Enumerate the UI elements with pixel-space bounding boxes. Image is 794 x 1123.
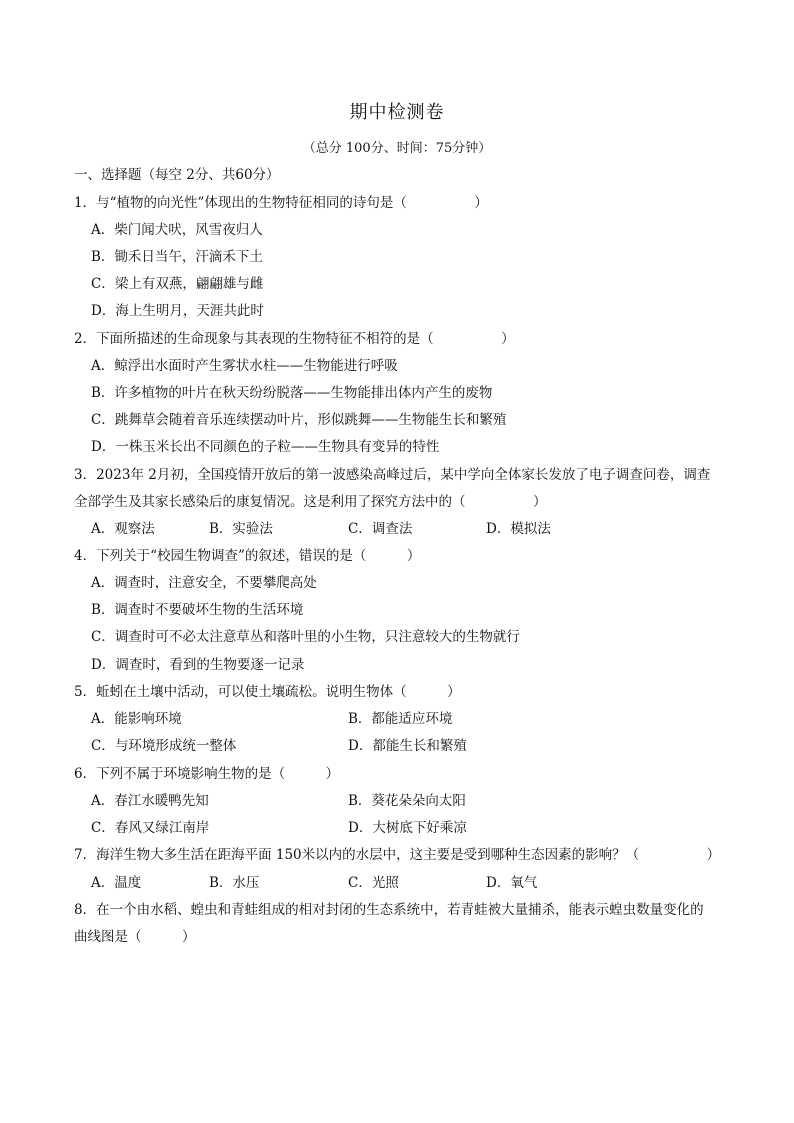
question-3-option-b: B．实验法 [209, 521, 273, 537]
question-3-option-a: A．观察法 [91, 521, 155, 537]
question-6-option-d: D．大树底下好乘凉 [348, 820, 467, 836]
question-7-option-c: C．光照 [348, 875, 399, 891]
question-5-option-c: C．与环境形成统一整体 [91, 738, 237, 754]
question-1-option-a: A．柴门闻犬吠，风雪夜归人 [91, 222, 263, 238]
question-3-stem-line-2: 全部学生及其家长感染后的康复情况。这是利用了探究方法中的（ ） [74, 494, 547, 510]
question-5-option-a: A．能影响环境 [91, 711, 182, 727]
question-3-option-c: C．调查法 [348, 521, 413, 537]
question-8-stem-line-2: 曲线图是（ ） [74, 929, 196, 945]
question-3-option-d: D．模拟法 [486, 521, 551, 537]
page-title: 期中检测卷 [349, 102, 445, 123]
section-heading: 一、选择题（每空 2分、共60分） [74, 167, 280, 183]
question-1-option-c: C．梁上有双燕，翩翩雄与雌 [91, 276, 264, 292]
question-4-option-b: B．调查时不要破坏生物的生活环境 [91, 602, 304, 618]
question-1-option-d: D．海上生明月，天涯共此时 [91, 303, 264, 319]
question-6-option-c: C．春风又绿江南岸 [91, 820, 210, 836]
question-1-option-b: B．锄禾日当午，汗滴禾下土 [91, 249, 263, 265]
question-4-option-d: D．调查时，看到的生物要逐一记录 [91, 657, 305, 673]
question-5-option-d: D．都能生长和繁殖 [348, 738, 467, 754]
question-7-stem: 7．海洋生物大多生活在距海平面 150米以内的水层中，这主要是受到哪种生态因素的影响？（ ） [74, 847, 721, 863]
question-7-option-a: A．温度 [91, 875, 142, 891]
question-4-option-a: A．调查时，注意安全，不要攀爬高处 [91, 575, 317, 591]
question-8-stem-line-1: 8．在一个由水稻、蝗虫和青蛙组成的相对封闭的生态系统中，若青蛙被大量捕杀，能表示蝗虫数量变化的 [74, 902, 704, 918]
question-2-stem: 2．下面所描述的生命现象与其表现的生物特征不相符的是（ ） [74, 331, 515, 347]
exam-info: （总分 100分、时间：75分钟） [302, 141, 492, 156]
question-4-option-c: C．调查时可不必太注意草丛和落叶里的小生物，只注意较大的生物就行 [91, 629, 520, 645]
question-2-option-b: B．许多植物的叶片在秋天纷纷脱落——生物能排出体内产生的废物 [91, 385, 493, 401]
question-7-option-b: B．水压 [209, 875, 260, 891]
question-2-option-d: D．一株玉米长出不同颜色的子粒——生物具有变异的特性 [91, 439, 440, 455]
question-6-option-a: A．春江水暖鸭先知 [91, 793, 209, 809]
question-1-stem: 1．与“植物的向光性”体现出的生物特征相同的诗句是（ ） [74, 195, 488, 211]
question-7-option-d: D．氧气 [486, 875, 538, 891]
question-3-stem-line-1: 3．2023年 2月初，全国疫情开放后的第一波感染高峰过后，某中学向全体家长发放了电子调查问卷，调查 [74, 467, 711, 483]
question-2-option-c: C．跳舞草会随着音乐连续摆动叶片，形似跳舞——生物能生长和繁殖 [91, 412, 507, 428]
question-5-stem: 5．蚯蚓在土壤中活动，可以使土壤疏松。说明生物体（ ） [74, 684, 461, 700]
question-4-stem: 4．下列关于“校园生物调查”的叙述，错误的是（ ） [74, 548, 421, 564]
question-5-option-b: B．都能适应环境 [348, 711, 453, 727]
question-6-stem: 6．下列不属于环境影响生物的是（ ） [74, 766, 340, 782]
question-6-option-b: B．葵花朵朵向太阳 [348, 793, 466, 809]
question-2-option-a: A．鲸浮出水面时产生雾状水柱——生物能进行呼吸 [91, 358, 398, 374]
